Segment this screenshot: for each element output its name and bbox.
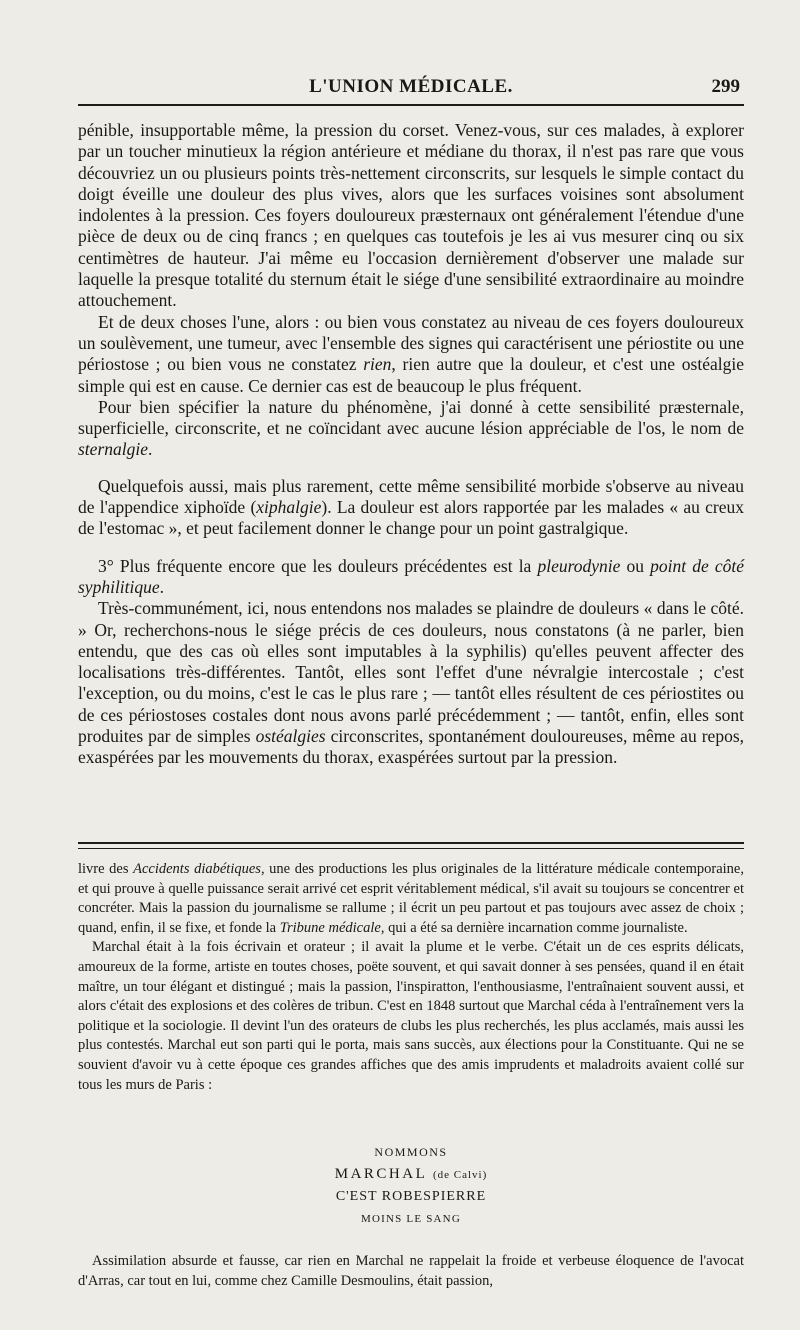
text-run: pénible, insupportable même, la pression du corset. Venez-vous, sur ces malades, à explorer par un toucher minutieux la région antérieure et médiane du thorax, il n'est pas rare que vous découvriez un ou plusieurs points très-nettement circonscrits, sur lesquels le simple contact du doigt éveille une douleur des plus vives, alors que les surfaces voisines sont absolument indolentes à la pression. Ces foyers douloureux præsternaux ont généralement l'étendue d'une pièce de deux ou de cinq francs ; en quelques cas toutefois je les ai vus mesurer cinq ou six centimètres de hauteur. J'ai même eu l'occasion dernièrement d'observer une malade sur laquelle la presque totalité du sternum était le siége d'une sensibilité extraordinaire au moindre attouchement.: [78, 120, 744, 311]
page-number: 299: [711, 76, 740, 97]
italic-term: sternalgie: [78, 439, 148, 460]
text-run: Très-communément, ici, nous entendons nos malades se plaindre de douleurs « dans le côté. » Or, recherchons-nous le siége précis de ces douleurs, nous constatons (à ne parler, bien entendu, que des cas où elles sont imputables à la syphilis) qu'elles peuvent affecter des localisations très-différentes. Tantôt, elles sont l'effet d'une névralgie intercostale ; c'est l'exception, ou du moins, c'est le cas le plus rare ; — tantôt elles résultent de ces périostites ou de ces périostoses costales dont nous avons parlé précédemment ; — tantôt, enfin, elles sont produites par de simples: [78, 598, 744, 747]
paragraph: [78, 397, 744, 461]
poster-name: MARCHAL: [334, 1166, 427, 1182]
text-run: Pour bien spécifier la nature du phénomène, j'ai donné à cette sensibilité præsternale, superficielle, circonscrite, et ne coïncidant avec aucune lésion appréciable de l'os, le nom de: [78, 396, 744, 439]
text-run: livre des: [78, 861, 134, 877]
text-run: Et de deux choses l'une, alors : ou bien vous constatez au niveau de ces foyers douloureux un soulèvement, une tumeur, avec l'ensemble des signes qui caractérisent une périostite ou une périostose ; ou bien vous ne constatez: [78, 311, 744, 375]
text-run: .: [148, 439, 153, 460]
feuilleton-continuation: [78, 1252, 744, 1291]
main-article: [78, 120, 744, 769]
section-heading-paragraph: [78, 556, 744, 599]
text-run: 3° Plus fréquente encore que les douleurs précédentes est la: [98, 555, 538, 576]
text-run: ou: [620, 555, 651, 576]
paragraph: [78, 476, 744, 540]
poster-line: [78, 1166, 744, 1183]
italic-title: Accidents diabétiques: [133, 861, 261, 877]
italic-term: ostéalgies: [255, 726, 326, 747]
feuilleton-column: [78, 860, 744, 1095]
text-run: ). La douleur est alors rapportée par les malades « au creux de l'estomac », et peut facilement donner le change pour un point gastralgique.: [78, 497, 744, 539]
paragraph: [78, 120, 744, 312]
text-run: Marchal était à la fois écrivain et orateur ; il avait la plume et le verbe. C'était un de ces esprits délicats, amoureux de la forme, artiste en toutes choses, poëte souvent, et qui savait donner à ses pensées, quand il en était maître, un tour élégant et distingué ; mais la passion, l'inspiratton, l'enthousiasme, l'entraînaient souvent aussi, et alors c'était des explosions et des colères de tribun. C'est en 1848 surtout que Marchal céda à l'entraînement vers la politique et la sociologie. Il devint l'un des orateurs de clubs les plus recherchés, les plus acclamés, mais aussi les plus contestés. Marchal eut son parti qui le porta, mais sans succès, aux élections pour la Constituante. Qui ne se souvient d'avoir vu à cette époque ces grandes affiches que des amis imprudents et maladroits avaient collé sur tous les murs de Paris :: [78, 939, 744, 1093]
text-run: circonscrites, spontanément douloureuses, même au repos, exaspérées par les mouvements du thorax, exaspérées surtout par la pression.: [78, 726, 745, 768]
text-run: , rien autre que la douleur, et c'est une ostéalgie simple qui est en cause. Ce dernier cas est de beaucoup le plus fréquent.: [78, 354, 744, 396]
text-run: , qui a été sa dernière incarnation comme journaliste.: [380, 919, 688, 936]
italic-title: Tribune médicale: [279, 919, 381, 936]
italic-term: point de côté syphilitique: [78, 555, 745, 597]
paragraph: [78, 860, 744, 938]
poster-line: C'EST ROBESPIERRE: [335, 1189, 487, 1204]
text-run: , une des productions les plus originales de la littérature médicale contemporaine, et qui prouve à quelle puissance serait arrivé cet esprit véritablement médical, s'il avait su toujours se concentrer et concréter. Mais la passion du journalisme se rallume ; il écrit un peu partout et pas toujours avec assez de choix ; quand, enfin, il se fixe, et fonde la: [78, 861, 744, 936]
poster-paren: (de Calvi): [432, 1169, 488, 1181]
paragraph: [78, 598, 744, 768]
paragraph: [78, 312, 744, 397]
poster-line: NOMMONS: [374, 1145, 448, 1159]
running-head: L'UNION MÉDICALE.: [309, 76, 513, 97]
italic-term: rien: [363, 354, 392, 375]
poster-quotation: [78, 1145, 744, 1225]
paragraph: [78, 938, 744, 1095]
italic-term: pleurodynie: [537, 555, 621, 576]
text-run: Quelquefois aussi, mais plus rarement, cette même sensibilité morbide s'observe au niveau de l'appendice xiphoïde (: [78, 475, 744, 518]
text-run: .: [159, 576, 165, 597]
paragraph: Assimilation absurde et fausse, car rien en Marchal ne rappelait la froide et verbeuse éloquence de l'avocat d'Arras, car tout en lui, comme chez Camille Desmoulins, était passion,: [78, 1253, 744, 1289]
page-header: [78, 76, 744, 106]
feuilleton-divider: [78, 842, 744, 849]
italic-term: xiphalgie: [256, 497, 322, 518]
poster-line: MOINS LE SANG: [361, 1213, 461, 1225]
